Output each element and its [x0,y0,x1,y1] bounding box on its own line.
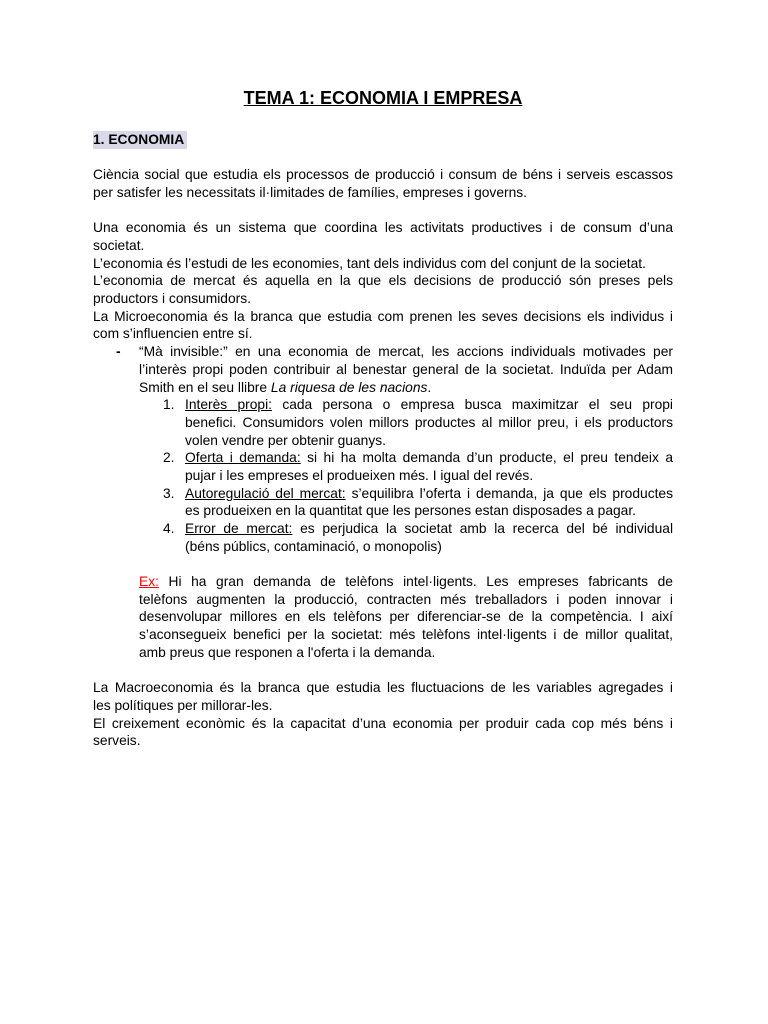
bullet-line: “Mà invisible:” en una economia de mercat, les accions individuals motivades per [139,344,673,360]
paragraph-line: La Macroeconomia és la branca que estudia les fluctuacions de les variables agregades i [93,680,673,696]
paragraph-line: L’economia de mercat és aquella en la que els decisions de producció són preses pels [93,273,673,289]
paragraph-line: per satisfer les necessitats il·limitades de famílies, empreses i governs. [93,184,528,200]
item-term: Interès propi: [185,397,272,413]
numbered-item [163,449,674,484]
invisible-hand-bullet-item [116,343,673,396]
spacer [93,662,673,680]
document-title: TEMA 1: ECONOMIA I EMPRESA [243,88,523,108]
paragraph-line: L’economia és l’estudi de les economies, tant dels individus com del conjunt de la societat. [93,255,646,271]
example-line: telèfons augmenten la producció, contracten més treballadors i poden innovar i [139,591,673,607]
numbered-item [163,396,673,449]
spacer [93,555,673,573]
example-line [139,573,673,591]
item-term: Autoregulació del mercat: [185,485,346,501]
item-term: Error de mercat: [185,521,293,537]
definition-paragraph [93,166,673,201]
item-line: benefici. Consumidors volen millors productes al millor preu, i els productors [185,414,673,430]
document-body [93,131,673,750]
numbered-item [163,485,674,520]
item-line: pujar i les empreses el produeixen més. I igual del revés. [185,467,534,483]
item-line: (béns públics, contaminació, o monopolis) [185,538,442,554]
item-term: Oferta i demanda: [185,450,301,466]
item-text: s’equilibra l’oferta i demanda, ja que els productes [351,485,674,501]
paragraph-line: Ciència social que estudia els processos de producció i consum de béns i serveis escassos [93,167,673,183]
bullet-line [139,379,673,397]
economics-paragraph [93,255,673,273]
item-text: si hi ha molta demanda d’un producte, el preu tendeix a [307,450,674,466]
section-heading-line [93,131,673,149]
paragraph-line: productors i consumidors. [93,291,251,307]
example-line: amb preus que responen a l'oferta i la demanda. [139,644,436,660]
spacer [93,149,673,167]
paragraph-line: com s’influencien entre sí. [93,326,253,342]
item-line: volen vendre per obtenir guanys. [185,432,386,448]
example-paragraph [139,573,673,661]
bullet-end: . [427,379,432,395]
item-number: 4. [163,521,175,537]
bullet-line: l’interès propi poden contribuir al benestar general de la societat. Induïda per Adam [139,361,673,377]
bullet-dash: - [116,344,121,360]
paragraph-line: La Microeconomia és la branca que estudia com prenen les seves decisions els individus i [93,308,673,324]
example-line: desenvolupar millores en els telèfons per diferenciar-se de la competència. I així [139,609,673,625]
section-heading: 1. ECONOMIA [93,131,187,149]
item-number: 2. [163,450,175,466]
item-number: 3. [163,485,175,501]
item-text: cada persona o empresa busca maximitzar el seu propi [282,397,673,413]
example-label: Ex: [139,574,159,590]
market-economy-paragraph [93,272,673,307]
growth-paragraph [93,715,673,750]
item-line [185,396,673,414]
paragraph-line: Una economia és un sistema que coordina les activitats productives i de consum d’una [93,220,673,236]
paragraph-line: les polítiques per millorar-les. [93,697,273,713]
item-line [185,485,673,503]
paragraph-line: serveis. [93,733,141,749]
item-line: es produeixen en la quantitat que les persones estan disposades a pagar. [185,503,637,519]
spacer [93,202,673,220]
microeconomics-paragraph [93,308,673,343]
example-text: Hi ha gran demanda de telèfons intel·ligents. Les empreses fabricants de [168,574,673,590]
book-title: La riquesa de les nacions [270,379,428,395]
example-line: s’aconsegueix benefici per la societat: més telèfons intel·ligents i de millor qualitat, [139,627,673,643]
item-text: es perjudica la societat amb la recerca del bé individual [300,521,674,537]
bullet-text: Smith en el seu llibre [139,379,268,395]
numbered-item [163,520,674,555]
economy-system-paragraph [93,219,673,254]
paragraph-line: societat. [93,238,145,254]
paragraph-line: El creixement econòmic és la capacitat d’una economia per produir cada cop més béns i [93,715,673,731]
item-number: 1. [163,397,175,413]
item-line [185,520,673,538]
item-line [185,449,673,467]
macroeconomics-paragraph [93,679,673,714]
